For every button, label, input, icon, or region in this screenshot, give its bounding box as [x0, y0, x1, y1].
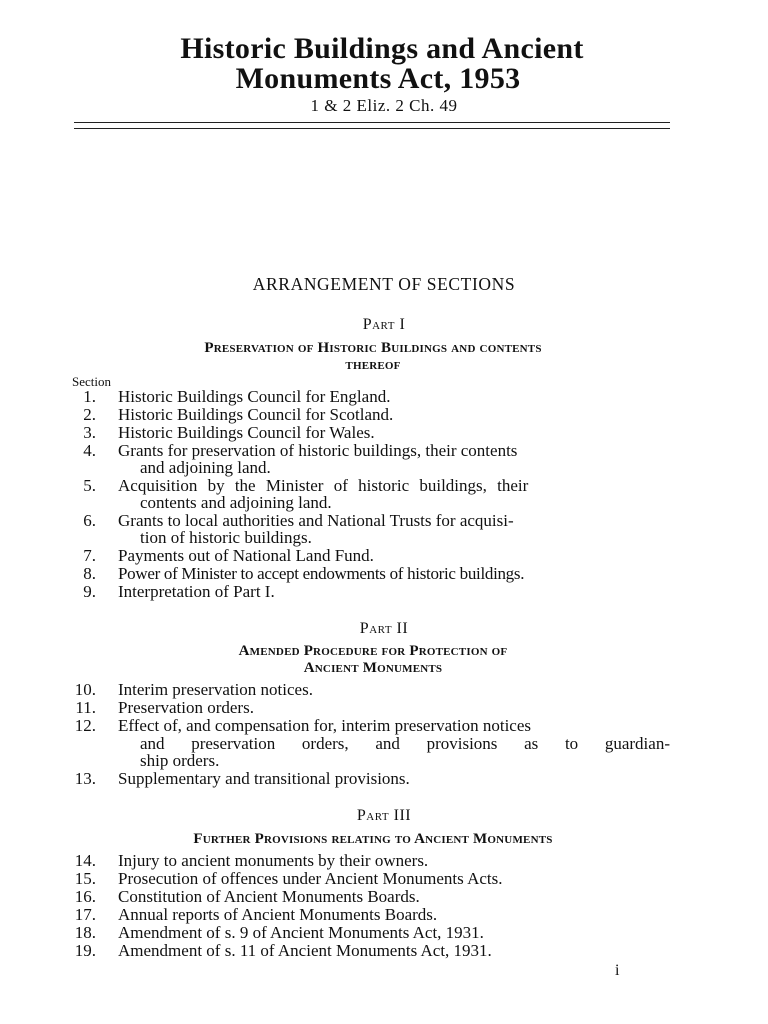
section-title: Payments out of National Land Fund.: [118, 546, 374, 565]
section-title: Supplementary and transitional provisions.: [118, 769, 410, 788]
section-number: 8.: [83, 564, 96, 583]
section-number: 15.: [74, 869, 96, 888]
act-citation: 1 & 2 Eliz. 2 Ch. 49: [310, 96, 458, 115]
act-title-line-2: Monuments Act, 1953: [235, 62, 521, 95]
part-1-heading-line-2: thereof: [345, 357, 401, 373]
section-number: 18.: [74, 923, 96, 942]
section-title: Annual reports of Ancient Monuments Boards.: [118, 905, 438, 924]
section-number: 3.: [83, 423, 96, 442]
section-title-continuation: and adjoining land.: [140, 458, 271, 477]
part-1-label: Part I: [362, 316, 406, 333]
section-number: 2.: [83, 405, 96, 424]
section-title: Prosecution of offences under Ancient Monuments Acts.: [118, 869, 503, 888]
page-number: i: [615, 962, 620, 979]
section-title: Effect of, and compensation for, interim preservation notices: [118, 716, 532, 735]
part-2-heading-line-1: Amended Procedure for Protection of: [238, 643, 508, 659]
section-number: 19.: [74, 941, 96, 960]
section-title: Grants for preservation of historic buildings, their contents: [118, 441, 518, 460]
section-number: 7.: [83, 546, 96, 565]
section-number: 9.: [83, 582, 96, 601]
section-title-continuation: ship orders.: [140, 751, 220, 770]
section-title: Interim preservation notices.: [118, 680, 313, 699]
section-column-label: Section: [72, 374, 111, 389]
section-number: 4.: [83, 441, 96, 460]
section-title-continuation: contents and adjoining land.: [140, 493, 332, 512]
part-1-heading-line-1: Preservation of Historic Buildings and contents: [204, 340, 542, 356]
section-number: 16.: [74, 887, 96, 906]
section-title: Constitution of Ancient Monuments Boards.: [118, 887, 420, 906]
section-title: Injury to ancient monuments by their owners.: [118, 851, 429, 870]
section-title: Historic Buildings Council for Wales.: [118, 423, 375, 442]
section-number: 5.: [83, 476, 96, 495]
part-2-heading-line-2: Ancient Monuments: [303, 660, 443, 676]
section-title: Acquisition by the Minister of historic buildings, their: [118, 476, 529, 495]
section-number: 14.: [74, 851, 96, 870]
section-number: 11.: [75, 698, 96, 717]
section-number: 13.: [74, 769, 96, 788]
part-3-heading-line-1: Further Provisions relating to Ancient Monuments: [193, 831, 553, 847]
section-title: Power of Minister to accept endowments of historic buildings.: [118, 564, 525, 583]
part-2-label: Part II: [359, 620, 409, 637]
section-number: 6.: [83, 511, 96, 530]
section-title: Historic Buildings Council for England.: [118, 387, 391, 406]
section-title-continuation: and preservation orders, and provisions as to guardian-: [140, 734, 670, 753]
section-title: Amendment of s. 9 of Ancient Monuments Act, 1931.: [118, 923, 484, 942]
section-title-continuation: tion of historic buildings.: [140, 528, 312, 547]
section-title: Grants to local authorities and National Trusts for acquisi-: [118, 511, 514, 530]
section-number: 12.: [74, 716, 96, 735]
header-rule-bottom: [74, 128, 670, 129]
arrangement-heading: ARRANGEMENT OF SECTIONS: [252, 274, 516, 294]
part-3-label: Part III: [356, 807, 412, 824]
section-number: 17.: [74, 905, 96, 924]
section-number: 10.: [74, 680, 96, 699]
section-title: Historic Buildings Council for Scotland.: [118, 405, 394, 424]
section-title: Amendment of s. 11 of Ancient Monuments Act, 1931.: [118, 941, 492, 960]
section-title: Interpretation of Part I.: [118, 582, 275, 601]
header-rule-top: [74, 122, 670, 123]
act-title-line-1: Historic Buildings and Ancient: [180, 32, 584, 65]
section-number: 1.: [83, 387, 96, 406]
section-title: Preservation orders.: [118, 698, 254, 717]
